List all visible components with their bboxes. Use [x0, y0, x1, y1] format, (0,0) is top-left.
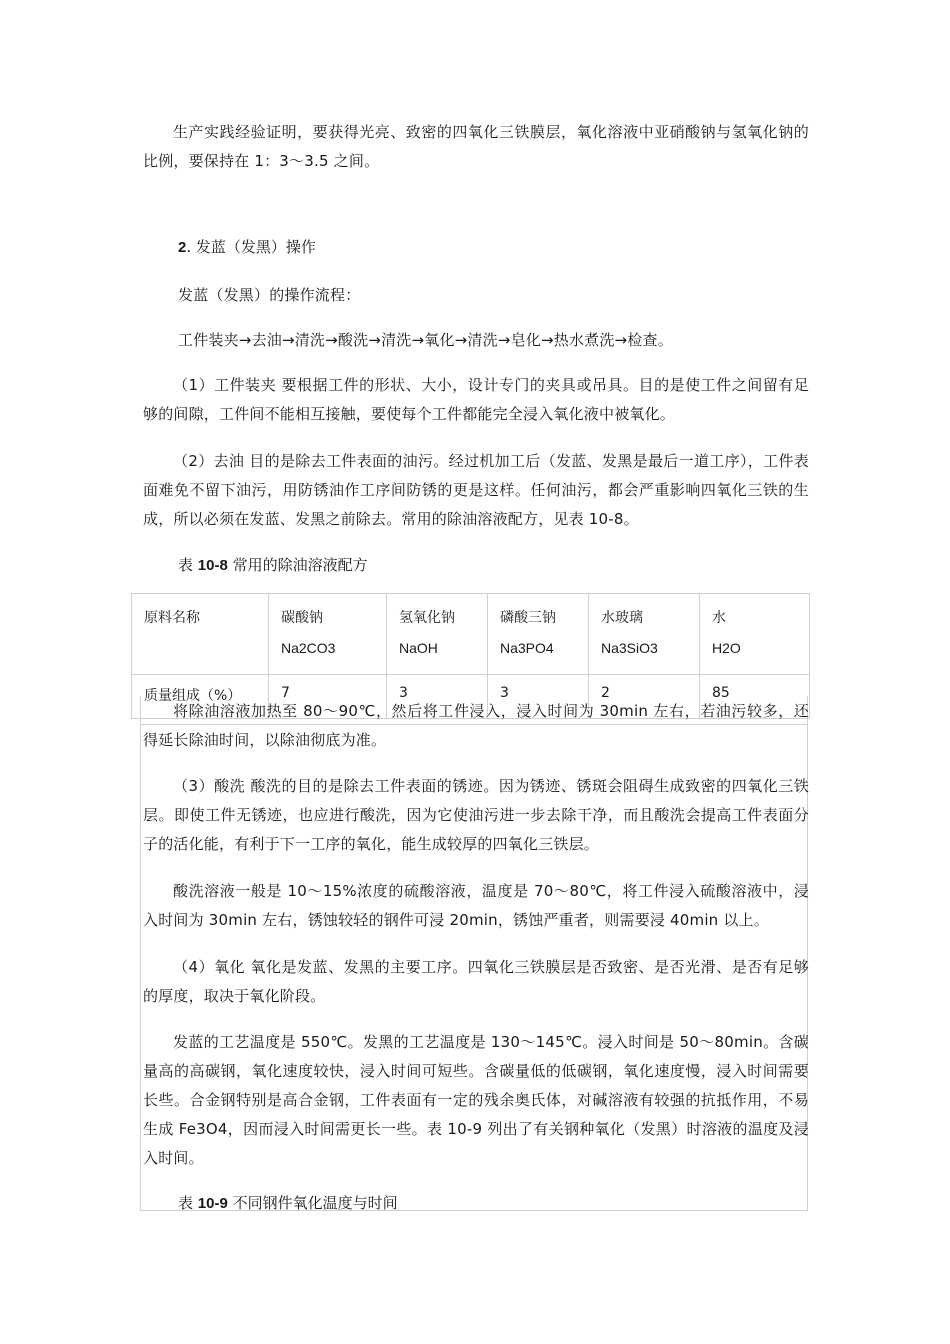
paragraph-flow-title: 发蓝（发黑）的操作流程： [178, 286, 361, 304]
table-10-8-caption [178, 551, 368, 580]
table-header-cell [387, 594, 488, 675]
table-cell: 3 [387, 675, 488, 719]
caption-prefix: 表 [178, 556, 194, 574]
table-cell: 7 [269, 675, 387, 719]
material-formula: H2O [712, 640, 741, 656]
section-heading [178, 233, 316, 262]
table-cell: 3 [488, 675, 589, 719]
paragraph-temperature: 发蓝的工艺温度是 550℃。发黑的工艺温度是 130～145℃。浸入时间是 50～80min。含碳量高的高碳钢，氧化速度较快，浸入时间可短些。含碳量低的低碳钢，氧化速度慢，浸入时间需要长些。合金钢特别是高合金钢，工件表面有一定的残余奥氏体，对碱溶液有较强的抗抵作用，不易生成 Fe3O4，因而浸入时间需更长一些。表 10-9 列出了有关钢种氧化（发黑）时溶液的温度及浸入时间。 [143, 1033, 809, 1167]
paragraph-step-3: （3）酸洗 酸洗的目的是除去工件表面的锈迹。因为锈迹、锈斑会阻碍生成致密的四氧化三铁层。即使工件无锈迹，也应进行酸洗，因为它使油污进一步去除干净，而且酸洗会提高工件表面分子的活化能，有利于下一工序的氧化，能生成较厚的四氧化三铁层。 [143, 777, 809, 853]
material-name: 氢氧化钠 [399, 610, 455, 626]
material-name: 水玻璃 [601, 610, 643, 626]
material-formula: Na3SiO3 [601, 640, 658, 656]
table-header-row [132, 594, 810, 675]
paragraph-degrease-heat: 将除油溶液加热至 80～90℃，然后将工件浸入，浸入时间为 30min 左右，若油污较多，还得延长除油时间，以除油彻底为准。 [143, 702, 809, 749]
table-row-label: 质量组成（%） [132, 675, 269, 719]
material-name: 水 [712, 610, 726, 626]
table-header-cell [488, 594, 589, 675]
material-name: 磷酸三钠 [500, 610, 556, 626]
table-cell: 2 [589, 675, 700, 719]
table-cell: 85 [700, 675, 810, 719]
table-header-cell [589, 594, 700, 675]
caption-number: 10-9 [197, 1195, 228, 1212]
material-formula: Na2CO3 [281, 640, 336, 656]
table-header-label [132, 594, 269, 675]
caption-prefix: 表 [178, 1194, 194, 1212]
caption-number: 10-8 [197, 557, 228, 574]
material-name: 碳酸钠 [281, 610, 323, 626]
paragraph-flow: 工件装夹→去油→清洗→酸洗→清洗→氧化→清洗→皂化→热水煮洗→检查。 [178, 331, 673, 349]
material-formula: NaOH [399, 640, 438, 656]
table-header-cell [269, 594, 387, 675]
section-title: . 发蓝（发黑）操作 [186, 238, 316, 256]
table-10-9-caption [178, 1189, 398, 1218]
material-formula: Na3PO4 [500, 640, 554, 656]
paragraph-ratio: 生产实践经验证明，要获得光亮、致密的四氧化三铁膜层，氧化溶液中亚硝酸钠与氢氧化钠的比例，要保持在 1：3～3.5 之间。 [143, 123, 809, 170]
paragraph-acid-solution: 酸洗溶液一般是 10～15%浓度的硫酸溶液，温度是 70～80℃，将工件浸入硫酸溶液中，浸入时间为 30min 左右，锈蚀较轻的钢件可浸 20min，锈蚀严重者，则需要浸 40min 以上。 [143, 882, 809, 929]
caption-title: 常用的除油溶液配方 [232, 556, 368, 574]
caption-title: 不同钢件氧化温度与时间 [232, 1194, 398, 1212]
header-label-text: 原料名称 [144, 610, 200, 626]
paragraph-step-1: （1）工件装夹 要根据工件的形状、大小，设计专门的夹具或吊具。目的是使工件之间留有足够的间隙，工件间不能相互接触，要使每个工件都能完全浸入氧化液中被氧化。 [143, 376, 809, 423]
paragraph-step-2: （2）去油 目的是除去工件表面的油污。经过机加工后（发蓝、发黑是最后一道工序），工件表面难免不留下油污，用防锈油作工序间防锈的更是这样。任何油污，都会严重影响四氧化三铁的生成，所以必须在发蓝、发黑之前除去。常用的除油溶液配方，见表 10-8。 [143, 452, 809, 528]
table-header-cell [700, 594, 810, 675]
section-number: 2 [178, 239, 187, 256]
paragraph-step-4: （4）氧化 氧化是发蓝、发黑的主要工序。四氧化三铁膜层是否致密、是否光滑、是否有足够的厚度，取决于氧化阶段。 [143, 958, 809, 1005]
